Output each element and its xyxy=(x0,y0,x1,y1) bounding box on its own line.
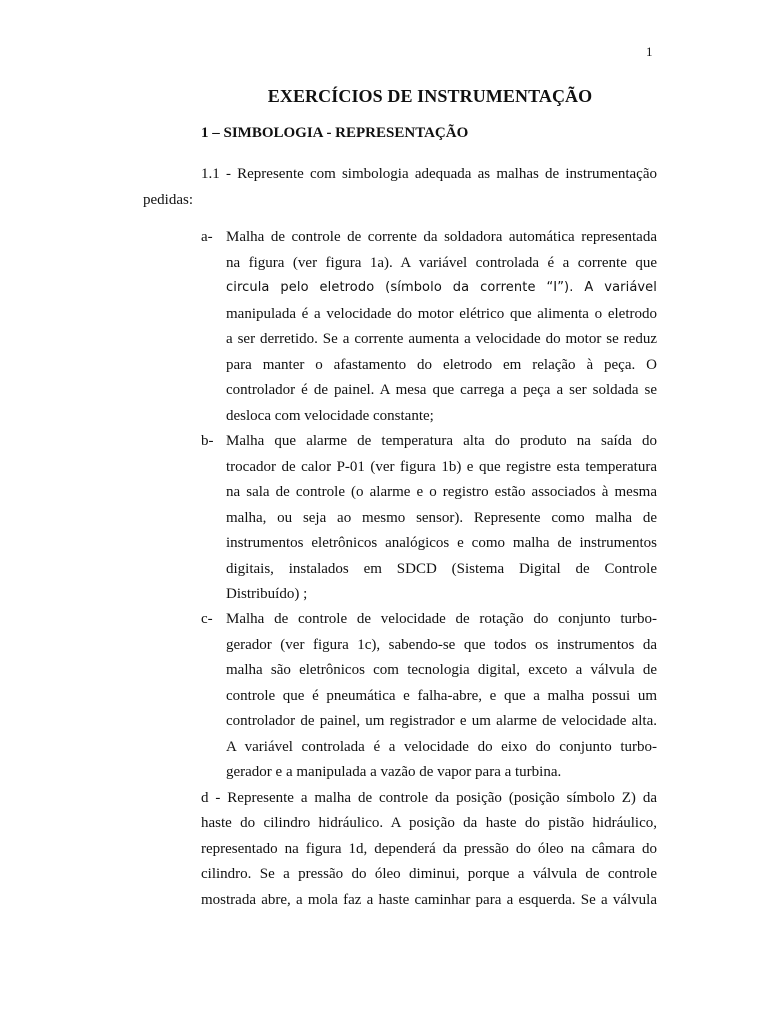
item-c-line: malha são eletrônicos com tecnologia digital, exceto a válvula de xyxy=(226,662,657,678)
item-b-line: na sala de controle (o alarme e o registro estão associados à mesma xyxy=(226,484,657,500)
intro-line: 1.1 - Represente com simbologia adequada as malhas de instrumentação xyxy=(201,166,657,182)
item-b-marker: b- xyxy=(201,433,214,449)
section-heading: 1 – SIMBOLOGIA - REPRESENTAÇÃO xyxy=(201,125,469,141)
item-c-line: controle que é pneumática e falha-abre, e que a malha possui um xyxy=(226,688,657,704)
item-a-line: para manter o afastamento do eletrodo em relação à peça. O xyxy=(226,357,657,373)
document-title: EXERCÍCIOS DE INSTRUMENTAÇÃO xyxy=(267,86,593,106)
item-b-line: Distribuído) ; xyxy=(226,586,308,602)
item-b-line: Malha que alarme de temperatura alta do produto na saída do xyxy=(226,433,657,449)
item-a-line: a ser derretido. Se a corrente aumenta a velocidade do motor se reduz xyxy=(226,331,657,347)
item-d-line: representado na figura 1d, dependerá da pressão do óleo na câmara do xyxy=(201,841,657,857)
item-a-line: manipulada é a velocidade do motor elétrico que alimenta o eletrodo xyxy=(226,306,657,322)
item-b-line: digitais, instalados em SDCD (Sistema Digital de Controle xyxy=(226,561,657,577)
item-d-line: cilindro. Se a pressão do óleo diminui, porque a válvula de controle xyxy=(201,866,657,882)
item-c-marker: c- xyxy=(201,611,213,627)
item-c-line: gerador (ver figura 1c), sabendo-se que todos os instrumentos da xyxy=(226,637,657,653)
item-d-line: d - Represente a malha de controle da posição (posição símbolo Z) da xyxy=(201,790,657,806)
item-a-line: Malha de controle de corrente da soldadora automática representada xyxy=(226,229,657,245)
page-number: 1 xyxy=(646,44,653,59)
item-a-line: controlador é de painel. A mesa que carrega a peça a ser soldada se xyxy=(226,382,657,398)
item-b-line: instrumentos eletrônicos analógicos e como malha de instrumentos xyxy=(226,535,657,551)
item-c-line: controlador de painel, um registrador e um alarme de velocidade alta. xyxy=(226,713,657,729)
item-a-line: circula pelo eletrodo (símbolo da corrente “I”). A variável xyxy=(226,280,657,295)
item-d-line: haste do cilindro hidráulico. A posição da haste do pistão hidráulico, xyxy=(201,815,657,831)
item-a-line: desloca com velocidade constante; xyxy=(226,408,434,424)
item-a-line: na figura (ver figura 1a). A variável controlada é a corrente que xyxy=(226,255,657,271)
item-d-line: mostrada abre, a mola faz a haste caminhar para a esquerda. Se a válvula xyxy=(201,892,657,908)
item-c-line: A variável controlada é a velocidade do eixo do conjunto turbo- xyxy=(226,739,657,755)
item-c-line: Malha de controle de velocidade de rotação do conjunto turbo- xyxy=(226,611,657,627)
item-a-marker: a- xyxy=(201,229,213,245)
item-c-line: gerador e a manipulada a vazão de vapor para a turbina. xyxy=(226,764,562,780)
intro-line: pedidas: xyxy=(143,192,193,208)
item-b-line: malha, ou seja ao mesmo sensor). Represente como malha de xyxy=(226,510,657,526)
item-b-line: trocador de calor P-01 (ver figura 1b) e que registre esta temperatura xyxy=(226,459,657,475)
